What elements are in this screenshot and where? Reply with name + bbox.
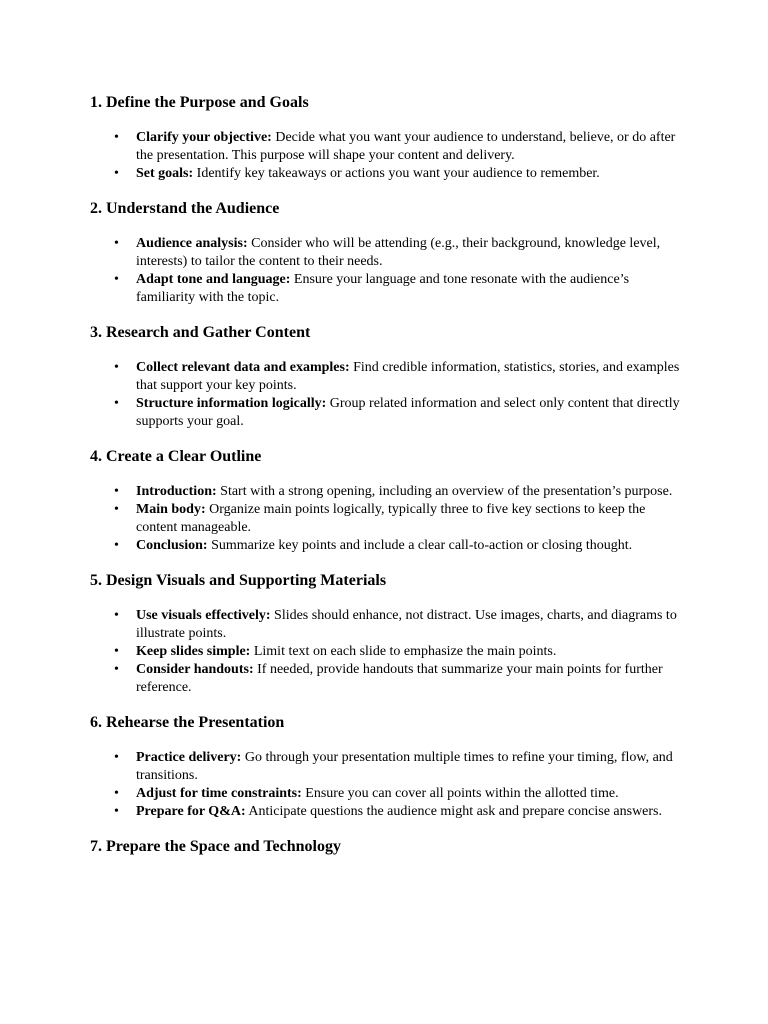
bullet-text: If needed, provide handouts that summarize your main points for further reference. (136, 662, 663, 695)
list-item (90, 537, 690, 555)
bullet-icon: • (114, 484, 119, 499)
bullet-icon: • (114, 166, 119, 181)
section-heading: 3. Research and Gather Content (90, 324, 311, 341)
list-item (90, 643, 690, 661)
section-heading: 4. Create a Clear Outline (90, 448, 262, 465)
bullet-icon: • (114, 360, 119, 375)
bullet-icon: • (114, 786, 119, 801)
bullet-term: Conclusion: (136, 538, 208, 553)
bullet-icon: • (114, 130, 119, 145)
bullet-term: Clarify your objective: (136, 130, 272, 145)
section-heading: 2. Understand the Audience (90, 200, 280, 217)
list-item (90, 501, 690, 537)
bullet-list (90, 483, 690, 555)
bullet-icon: • (114, 396, 119, 411)
bullet-text: Find credible information, statistics, stories, and examples that support your key points. (136, 360, 680, 393)
list-item (90, 607, 690, 643)
bullet-text: Summarize key points and include a clear call-to-action or closing thought. (207, 538, 633, 553)
bullet-term: Adapt tone and language: (136, 272, 291, 287)
bullet-text: Consider who will be attending (e.g., their background, knowledge level, interests) to tailor the content to their needs. (136, 236, 661, 269)
list-item (90, 359, 690, 395)
bullet-text: Slides should enhance, not distract. Use images, charts, and diagrams to illustrate points. (136, 608, 677, 641)
bullet-icon: • (114, 644, 119, 659)
bullet-text: Go through your presentation multiple times to refine your timing, flow, and transitions. (136, 750, 673, 783)
section-heading: 6. Rehearse the Presentation (90, 714, 285, 731)
bullet-term: Main body: (136, 502, 206, 517)
bullet-list (90, 749, 690, 821)
bullet-text: Identify key takeaways or actions you want your audience to remember. (193, 166, 600, 181)
list-item (90, 749, 690, 785)
bullet-icon: • (114, 608, 119, 623)
bullet-icon: • (114, 750, 119, 765)
bullet-list (90, 607, 690, 697)
bullet-icon: • (114, 538, 119, 553)
section-heading: 1. Define the Purpose and Goals (90, 94, 309, 111)
bullet-term: Introduction: (136, 484, 217, 499)
list-item (90, 661, 690, 697)
bullet-term: Set goals: (136, 166, 194, 181)
list-item (90, 165, 690, 183)
list-item (90, 803, 690, 821)
bullet-icon: • (114, 804, 119, 819)
bullet-text: Ensure your language and tone resonate with the audience’s familiarity with the topic. (136, 272, 630, 305)
list-item (90, 483, 690, 501)
bullet-text: Start with a strong opening, including an overview of the presentation’s purpose. (216, 484, 673, 499)
bullet-term: Use visuals effectively: (136, 608, 271, 623)
bullet-term: Adjust for time constraints: (136, 786, 302, 801)
bullet-term: Collect relevant data and examples: (136, 360, 350, 375)
bullet-icon: • (114, 272, 119, 287)
section-heading: 7. Prepare the Space and Technology (90, 838, 341, 855)
document-page (90, 93, 690, 873)
bullet-term: Audience analysis: (136, 236, 248, 251)
list-item (90, 271, 690, 307)
bullet-icon: • (114, 236, 119, 251)
bullet-term: Structure information logically: (136, 396, 327, 411)
list-item (90, 235, 690, 271)
bullet-list (90, 235, 690, 307)
bullet-text: Organize main points logically, typically three to five key sections to keep the content manageable. (136, 502, 646, 535)
bullet-text: Group related information and select only content that directly supports your goal. (136, 396, 680, 429)
list-item (90, 129, 690, 165)
bullet-text: Decide what you want your audience to understand, believe, or do after the presentation. This purpose will shape your content and delivery. (136, 130, 676, 163)
list-item (90, 785, 690, 803)
section-heading: 5. Design Visuals and Supporting Materials (90, 572, 387, 589)
bullet-icon: • (114, 662, 119, 677)
list-item (90, 395, 690, 431)
bullet-icon: • (114, 502, 119, 517)
bullet-term: Prepare for Q&A: (136, 804, 246, 819)
bullet-text: Ensure you can cover all points within the allotted time. (301, 786, 619, 801)
bullet-list (90, 129, 690, 183)
bullet-term: Keep slides simple: (136, 644, 251, 659)
bullet-term: Consider handouts: (136, 662, 254, 677)
bullet-text: Anticipate questions the audience might ask and prepare concise answers. (245, 804, 663, 819)
bullet-term: Practice delivery: (136, 750, 242, 765)
bullet-list (90, 359, 690, 431)
bullet-text: Limit text on each slide to emphasize the main points. (250, 644, 557, 659)
